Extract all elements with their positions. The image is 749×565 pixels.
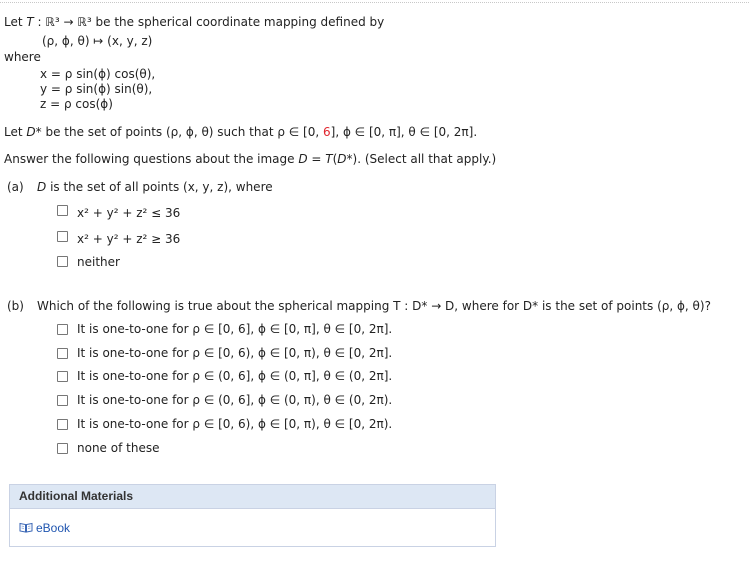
radius-value: 6 — [323, 125, 331, 139]
part-b-option-5-checkbox[interactable] — [57, 419, 68, 430]
equation-y: y = ρ sin(ϕ) sin(θ), — [40, 82, 153, 96]
part-a-option-3-label[interactable]: neither — [77, 255, 120, 269]
additional-materials-title: Additional Materials — [10, 485, 495, 509]
ebook-label[interactable]: eBook — [36, 521, 71, 535]
domain-definition: Let D* be the set of points (ρ, ϕ, θ) such that ρ ∈ [0, 6], ϕ ∈ [0, π], θ ∈ [0, 2π]. — [4, 125, 478, 139]
equation-z: z = ρ cos(ϕ) — [40, 97, 113, 111]
additional-materials-panel — [9, 484, 496, 547]
part-a-option-2-label[interactable]: x² + y² + z² ≥ 36 — [77, 232, 181, 246]
instruction-text: Answer the following questions about the image D = T(D*). (Select all that apply.) — [4, 152, 497, 166]
part-b-option-6-checkbox[interactable] — [57, 443, 68, 454]
part-b-option-1-label[interactable]: It is one-to-one for ρ ∈ [0, 6], ϕ ∈ [0, π], θ ∈ [0, 2π]. — [77, 322, 393, 336]
book-icon — [19, 522, 33, 533]
part-a-option-2-checkbox[interactable] — [57, 231, 68, 242]
part-a-label: (a) — [7, 180, 24, 194]
part-a-option-1-checkbox[interactable] — [57, 205, 68, 216]
part-b-option-2-label[interactable]: It is one-to-one for ρ ∈ [0, 6), ϕ ∈ [0, π), θ ∈ [0, 2π]. — [77, 346, 393, 360]
part-b-option-4-checkbox[interactable] — [57, 395, 68, 406]
top-divider — [0, 2, 749, 3]
part-b-option-3-label[interactable]: It is one-to-one for ρ ∈ (0, 6], ϕ ∈ (0, π], θ ∈ (0, 2π]. — [77, 369, 393, 383]
part-a-stem: D is the set of all points (x, y, z), where — [37, 180, 273, 194]
part-b-label: (b) — [7, 299, 24, 313]
where-label: where — [4, 50, 41, 64]
part-b-option-1-checkbox[interactable] — [57, 324, 68, 335]
intro-line: Let T : ℝ³ → ℝ³ be the spherical coordinate mapping defined by — [4, 15, 385, 29]
part-a-option-3-checkbox[interactable] — [57, 256, 68, 267]
part-b-option-2-checkbox[interactable] — [57, 348, 68, 359]
equation-x: x = ρ sin(ϕ) cos(θ), — [40, 67, 156, 81]
part-b-option-3-checkbox[interactable] — [57, 371, 68, 382]
part-a-option-1-label[interactable]: x² + y² + z² ≤ 36 — [77, 206, 181, 220]
mapping-formula: (ρ, ϕ, θ) ↦ (x, y, z) — [42, 34, 153, 48]
part-b-option-4-label[interactable]: It is one-to-one for ρ ∈ (0, 6], ϕ ∈ (0, π), θ ∈ (0, 2π). — [77, 393, 393, 407]
part-b-option-6-label[interactable]: none of these — [77, 441, 160, 455]
part-b-option-5-label[interactable]: It is one-to-one for ρ ∈ [0, 6), ϕ ∈ [0, π), θ ∈ [0, 2π). — [77, 417, 393, 431]
part-b-stem: Which of the following is true about the spherical mapping T : D* → D, where for D* is the set of points (ρ, ϕ, θ)? — [37, 299, 711, 313]
